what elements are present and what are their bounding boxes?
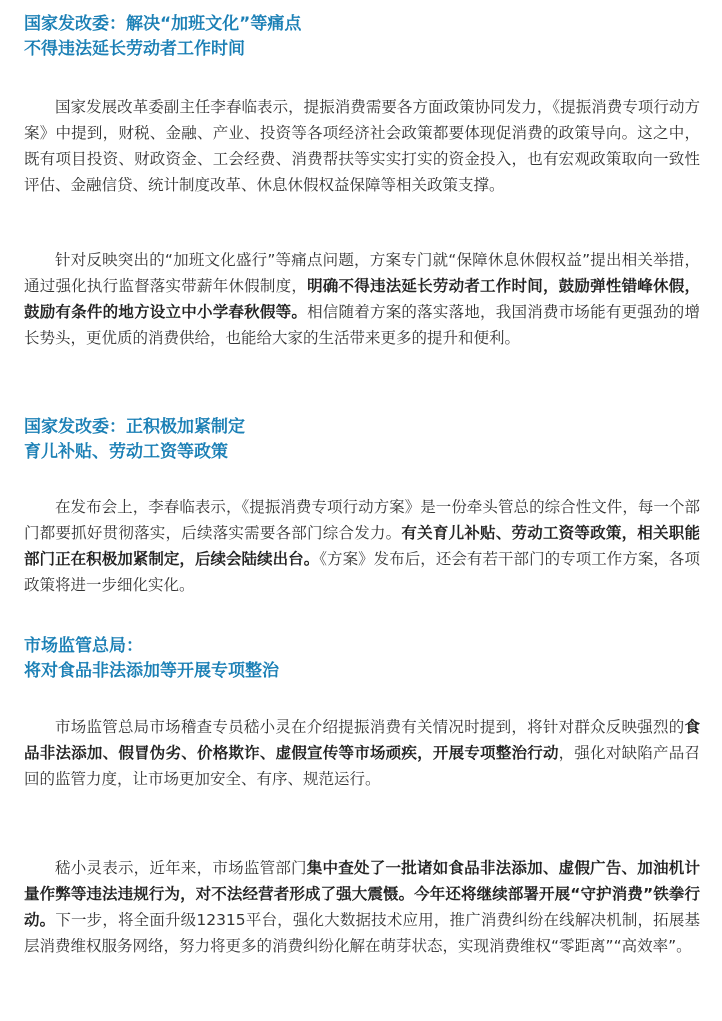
section-1-paragraph-1 — [24, 94, 700, 198]
text-run: 嵇小灵表示，近年来，市场监管部门 — [55, 859, 307, 877]
heading-line-1: 市场监管总局： — [24, 636, 143, 656]
text-run: 市场监管总局市场稽查专员嵇小灵在介绍提振消费有关情况时提到，将针对群众反映强烈的 — [55, 718, 685, 736]
text-run: 《方案》发布后，还会有若干部门的专项工作方案，各项政策将进一步细化实化。 — [24, 550, 700, 594]
section-2-heading — [24, 415, 700, 465]
text-run: 下一步，将全面升级12315平台，强化大数据技术应用，推广消费纠纷在线解决机制，拓展基层消费维权服务网络，努力将更多的消费纠纷化解在萌芽状态，实现消费维权“零距离”“高效率”。 — [24, 911, 700, 955]
heading-line-2: 不得违法延长劳动者工作时间 — [24, 39, 245, 59]
section-3-heading — [24, 634, 700, 684]
heading-line-2: 将对食品非法添加等开展专项整治 — [24, 661, 279, 681]
section-1-heading — [24, 12, 700, 62]
paragraph — [24, 855, 700, 959]
heading — [24, 12, 700, 62]
text-run: ，强化对缺陷产品召回的监管力度，让市场更加安全、有序、规范运行。 — [24, 744, 700, 788]
heading-line-2: 育儿补贴、劳动工资等政策 — [24, 442, 228, 462]
heading-line-1: 国家发改委：正积极加紧制定 — [24, 417, 245, 437]
heading — [24, 634, 700, 684]
section-2-paragraph-1 — [24, 494, 700, 598]
bold-text-run: 食品非法添加、假冒伪劣、价格欺诈、虚假宣传等市场顽疾，开展专项整治行动 — [24, 718, 700, 762]
paragraph — [24, 247, 700, 351]
text-run: 在发布会上，李春临表示，《提振消费专项行动方案》是一份牵头管总的综合性文件，每一个部门都要抓好贯彻落实，后续落实需要各部门综合发力。 — [24, 498, 700, 542]
section-1-paragraph-2 — [24, 247, 700, 351]
text-run: 针对反映突出的“加班文化盛行”等痛点问题，方案专门就“保障休息休假权益”提出相关举措，通过强化执行监督落实带薪年休假制度， — [24, 251, 700, 295]
heading-line-1: 国家发改委：解决“加班文化”等痛点 — [24, 14, 302, 34]
paragraph — [24, 714, 700, 792]
paragraph — [24, 494, 700, 598]
bold-text-run: 有关育儿补贴、劳动工资等政策，相关职能部门正在积极加紧制定，后续会陆续出台。 — [24, 524, 700, 568]
text-run: 国家发展改革委副主任李春临表示，提振消费需要各方面政策协同发力，《提振消费专项行动方案》中提到，财税、金融、产业、投资等各项经济社会政策都要体现促消费的政策导向。这之中，既有项目投资、财政资金、工会经费、消费帮扶等实实打实的资金投入，也有宏观政策取向一致性评估、金融信贷、统计制度改革、休息休假权益保障等相关政策支撑。 — [24, 98, 700, 194]
paragraph — [24, 94, 700, 198]
section-3-paragraph-2 — [24, 855, 700, 959]
section-3-paragraph-1 — [24, 714, 700, 792]
bold-text-run: 集中查处了一批诸如食品非法添加、虚假广告、加油机计量作弊等违法违规行为，对不法经营者形成了强大震慑。今年还将继续部署开展“守护消费”铁拳行动。 — [24, 859, 700, 929]
heading — [24, 415, 700, 465]
bold-text-run: 明确不得违法延长劳动者工作时间，鼓励弹性错峰休假，鼓励有条件的地方设立中小学春秋假等。 — [24, 277, 700, 321]
text-run: 相信随着方案的落实落地，我国消费市场能有更强劲的增长势头，更优质的消费供给，也能给大家的生活带来更多的提升和便利。 — [24, 303, 700, 347]
